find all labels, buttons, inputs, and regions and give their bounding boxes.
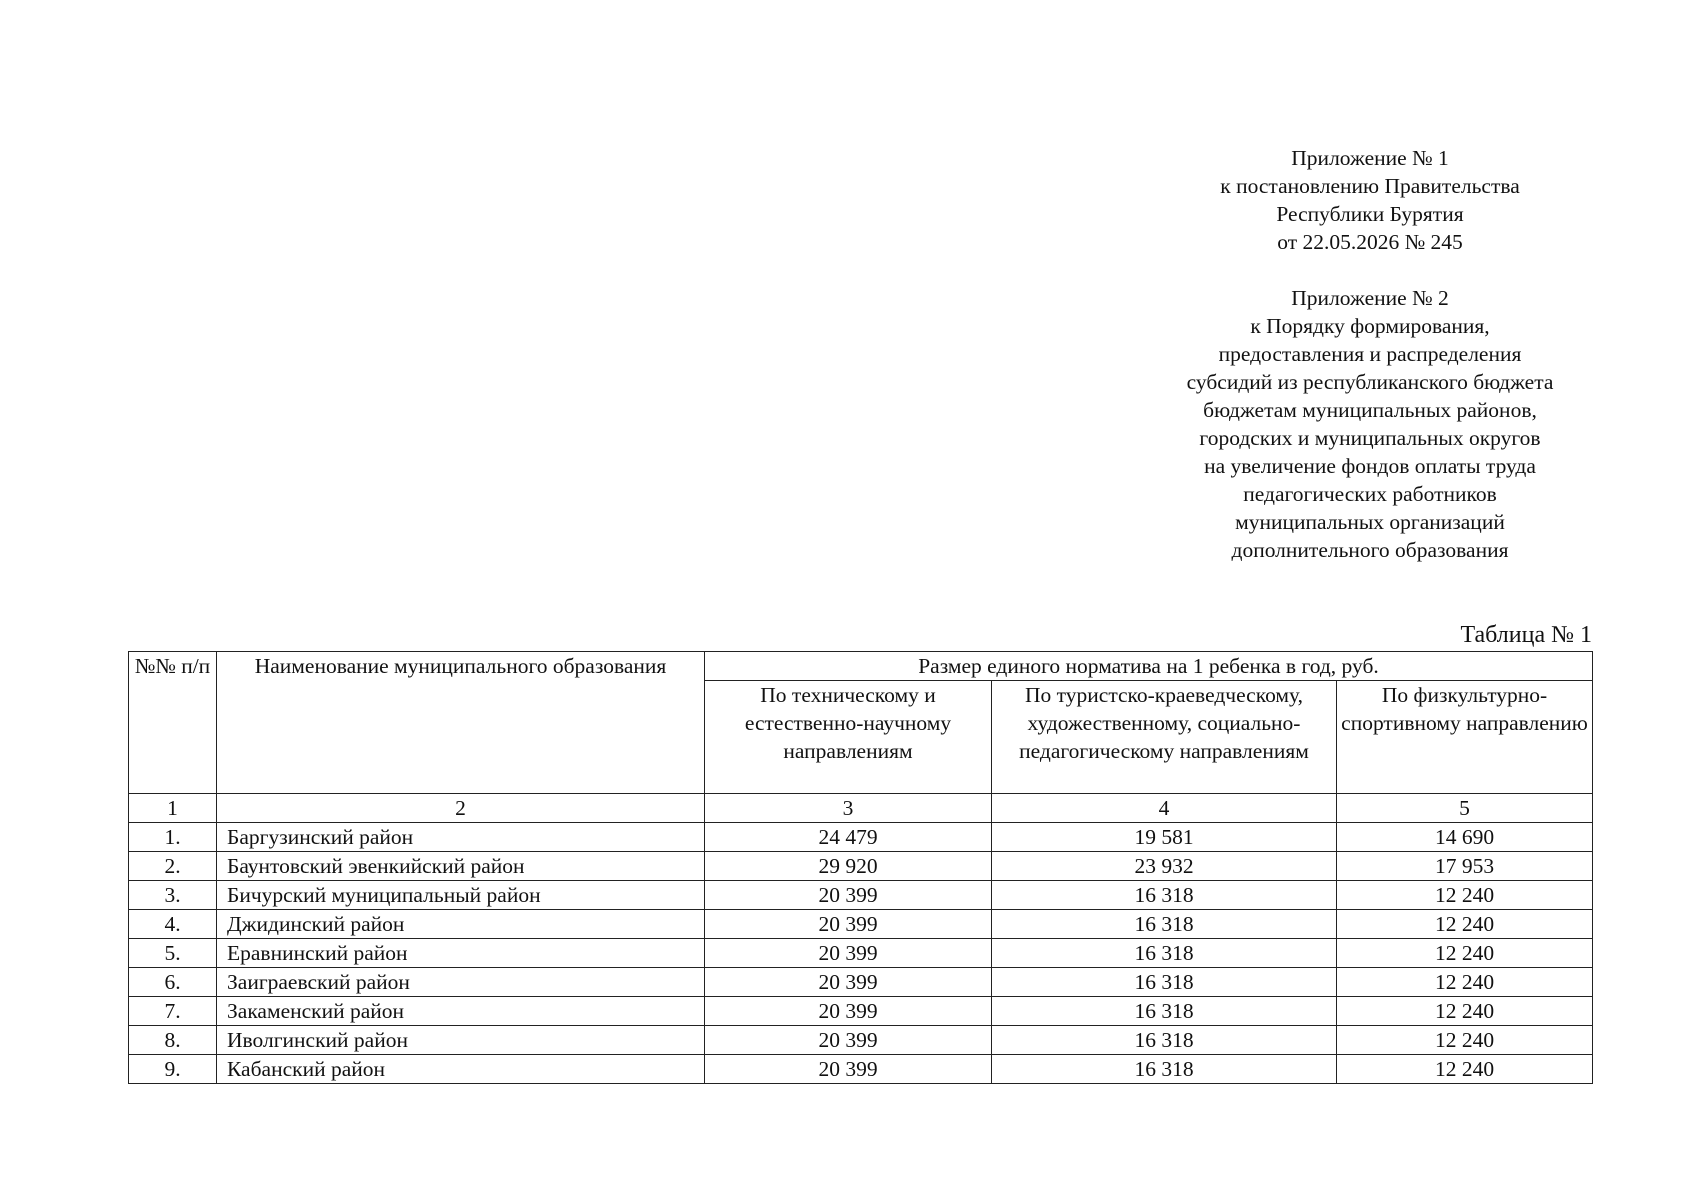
row-col3: 20 399 (705, 881, 992, 910)
column-number: 2 (217, 794, 705, 823)
row-col4: 16 318 (992, 881, 1337, 910)
row-col3: 20 399 (705, 1055, 992, 1084)
norms-table (128, 651, 1593, 1084)
header-col3: По техническому и естественно-научному направлениям (705, 681, 992, 794)
row-index: 8. (129, 1026, 217, 1055)
row-col3: 24 479 (705, 823, 992, 852)
header-group: Размер единого норматива на 1 ребенка в год, руб. (705, 652, 1593, 681)
table-row (129, 968, 1593, 997)
row-col3: 20 399 (705, 1026, 992, 1055)
row-col4: 16 318 (992, 997, 1337, 1026)
table-row (129, 1026, 1593, 1055)
row-col3: 20 399 (705, 997, 992, 1026)
table-row (129, 997, 1593, 1026)
row-index: 2. (129, 852, 217, 881)
table-caption: Таблица № 1 (1460, 622, 1592, 648)
row-col4: 16 318 (992, 1055, 1337, 1084)
appendix-2-line: бюджетам муниципальных районов, (1203, 398, 1537, 422)
row-name: Заиграевский район (217, 968, 705, 997)
column-number: 5 (1337, 794, 1593, 823)
column-number: 4 (992, 794, 1337, 823)
row-col5: 12 240 (1337, 968, 1593, 997)
appendix-2-line: на увеличение фондов оплаты труда (1204, 454, 1536, 478)
table-row (129, 939, 1593, 968)
table-row (129, 910, 1593, 939)
row-col4: 16 318 (992, 939, 1337, 968)
appendix-2-line: городских и муниципальных округов (1199, 426, 1541, 450)
table-row (129, 881, 1593, 910)
row-name: Бичурский муниципальный район (217, 881, 705, 910)
row-name: Закаменский район (217, 997, 705, 1026)
row-name: Джидинский район (217, 910, 705, 939)
row-index: 1. (129, 823, 217, 852)
row-col3: 20 399 (705, 968, 992, 997)
row-col5: 12 240 (1337, 910, 1593, 939)
header-index: №№ п/п (129, 652, 217, 794)
row-name: Баргузинский район (217, 823, 705, 852)
row-index: 9. (129, 1055, 217, 1084)
appendix-1-line: от 22.05.2026 № 245 (1277, 230, 1463, 254)
row-col5: 12 240 (1337, 997, 1593, 1026)
row-col4: 16 318 (992, 910, 1337, 939)
appendix-2-line: к Порядку формирования, (1250, 314, 1490, 338)
column-number: 3 (705, 794, 992, 823)
appendix-2-line: муниципальных организаций (1235, 510, 1505, 534)
row-index: 6. (129, 968, 217, 997)
row-col5: 12 240 (1337, 881, 1593, 910)
row-col5: 17 953 (1337, 852, 1593, 881)
appendix-2-line: Приложение № 2 (1291, 286, 1449, 310)
appendix-2-block (1140, 284, 1600, 564)
appendix-1-block (1140, 144, 1600, 256)
appendix-2-line: предоставления и распределения (1218, 342, 1522, 366)
row-col4: 16 318 (992, 1026, 1337, 1055)
row-col4: 19 581 (992, 823, 1337, 852)
row-index: 3. (129, 881, 217, 910)
row-col5: 12 240 (1337, 939, 1593, 968)
row-col3: 20 399 (705, 939, 992, 968)
header-col5: По физкультурно-спортивному направлению (1337, 681, 1593, 794)
row-name: Кабанский район (217, 1055, 705, 1084)
appendix-2-line: педагогических работников (1243, 482, 1497, 506)
header-name: Наименование муниципального образования (217, 652, 705, 794)
table-row (129, 823, 1593, 852)
table-row (129, 852, 1593, 881)
row-col3: 29 920 (705, 852, 992, 881)
row-index: 5. (129, 939, 217, 968)
column-number: 1 (129, 794, 217, 823)
appendix-1-line: к постановлению Правительства (1220, 174, 1520, 198)
appendix-2-line: дополнительного образования (1231, 538, 1509, 562)
row-col4: 16 318 (992, 968, 1337, 997)
row-col5: 12 240 (1337, 1026, 1593, 1055)
row-col3: 20 399 (705, 910, 992, 939)
row-index: 7. (129, 997, 217, 1026)
appendix-1-line: Республики Бурятия (1276, 202, 1464, 226)
header-col4: По туристско-краеведческому, художественному, социально-педагогическому направлениям (992, 681, 1337, 794)
row-index: 4. (129, 910, 217, 939)
row-col5: 12 240 (1337, 1055, 1593, 1084)
row-col5: 14 690 (1337, 823, 1593, 852)
row-name: Еравнинский район (217, 939, 705, 968)
appendix-2-line: субсидий из республиканского бюджета (1186, 370, 1554, 394)
table-row (129, 1055, 1593, 1084)
row-name: Баунтовский эвенкийский район (217, 852, 705, 881)
appendix-1-line: Приложение № 1 (1291, 146, 1449, 170)
row-col4: 23 932 (992, 852, 1337, 881)
row-name: Иволгинский район (217, 1026, 705, 1055)
